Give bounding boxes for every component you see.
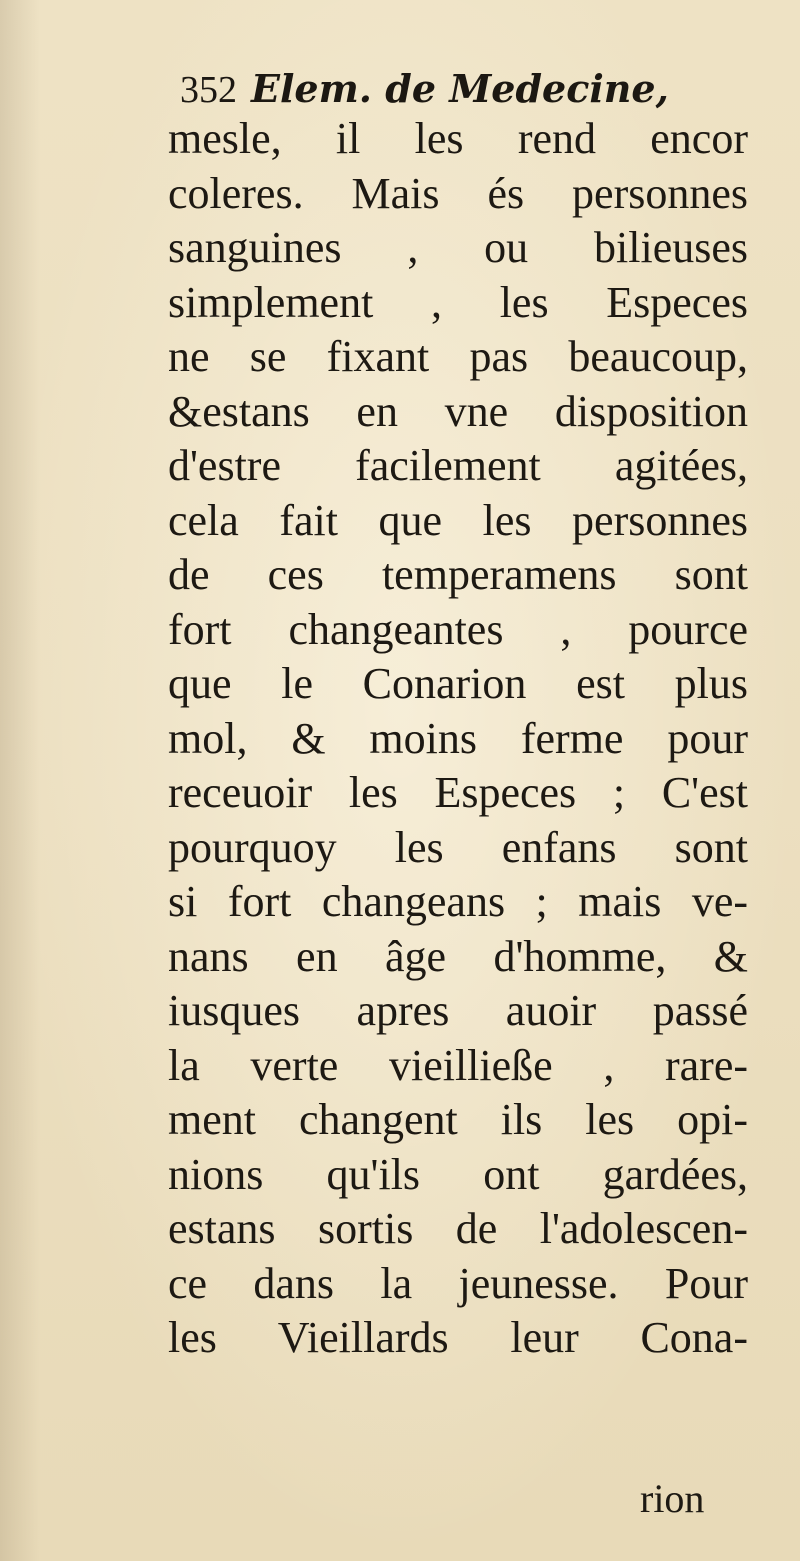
text-line: sanguines , ou bilieuses — [168, 223, 748, 272]
text-line: nions qu'ils ont gardées, — [168, 1149, 748, 1199]
running-title: Elem. de Medecine, — [251, 66, 669, 111]
text-line: mesle, il les rend encor — [168, 114, 748, 163]
text-line: iusques apres auoir passé — [168, 986, 748, 1035]
text-line: ment changent ils les opi- — [168, 1095, 748, 1144]
body-text — [168, 112, 748, 1366]
text-line: cela fait que les personnes — [168, 495, 748, 545]
text-line: simplement , les Especes — [168, 277, 748, 327]
text-line: que le Conarion est plus — [168, 659, 748, 708]
catchword: rion — [640, 1476, 705, 1521]
text-line: pourquoy les enfans sont — [168, 822, 748, 872]
text-line: ce dans la jeunesse. Pour — [168, 1258, 748, 1308]
text-line: d'estre facilement agitées, — [168, 441, 748, 490]
text-line: mol, & moins ferme pour — [168, 713, 748, 763]
text-line: la verte vieilließe , rare- — [168, 1040, 748, 1090]
text-line: fort changeantes , pource — [168, 604, 748, 654]
text-line: &estans en vne disposition — [168, 386, 748, 436]
text-line: receuoir les Especes ; C'est — [168, 768, 748, 817]
text-line: les Vieillards leur Cona- — [168, 1313, 748, 1362]
binding-shadow — [0, 0, 40, 1561]
text-line: estans sortis de l'adolescen- — [168, 1204, 748, 1253]
page-number: 352 — [180, 69, 237, 111]
text-line: coleres. Mais és personnes — [168, 168, 748, 218]
text-line: si fort changeans ; mais ve- — [168, 877, 748, 926]
text-line: ne se fixant pas beaucoup, — [168, 332, 748, 381]
text-line: de ces temperamens sont — [168, 550, 748, 599]
text-line: nans en âge d'homme, & — [168, 931, 748, 981]
page-header — [180, 66, 669, 112]
